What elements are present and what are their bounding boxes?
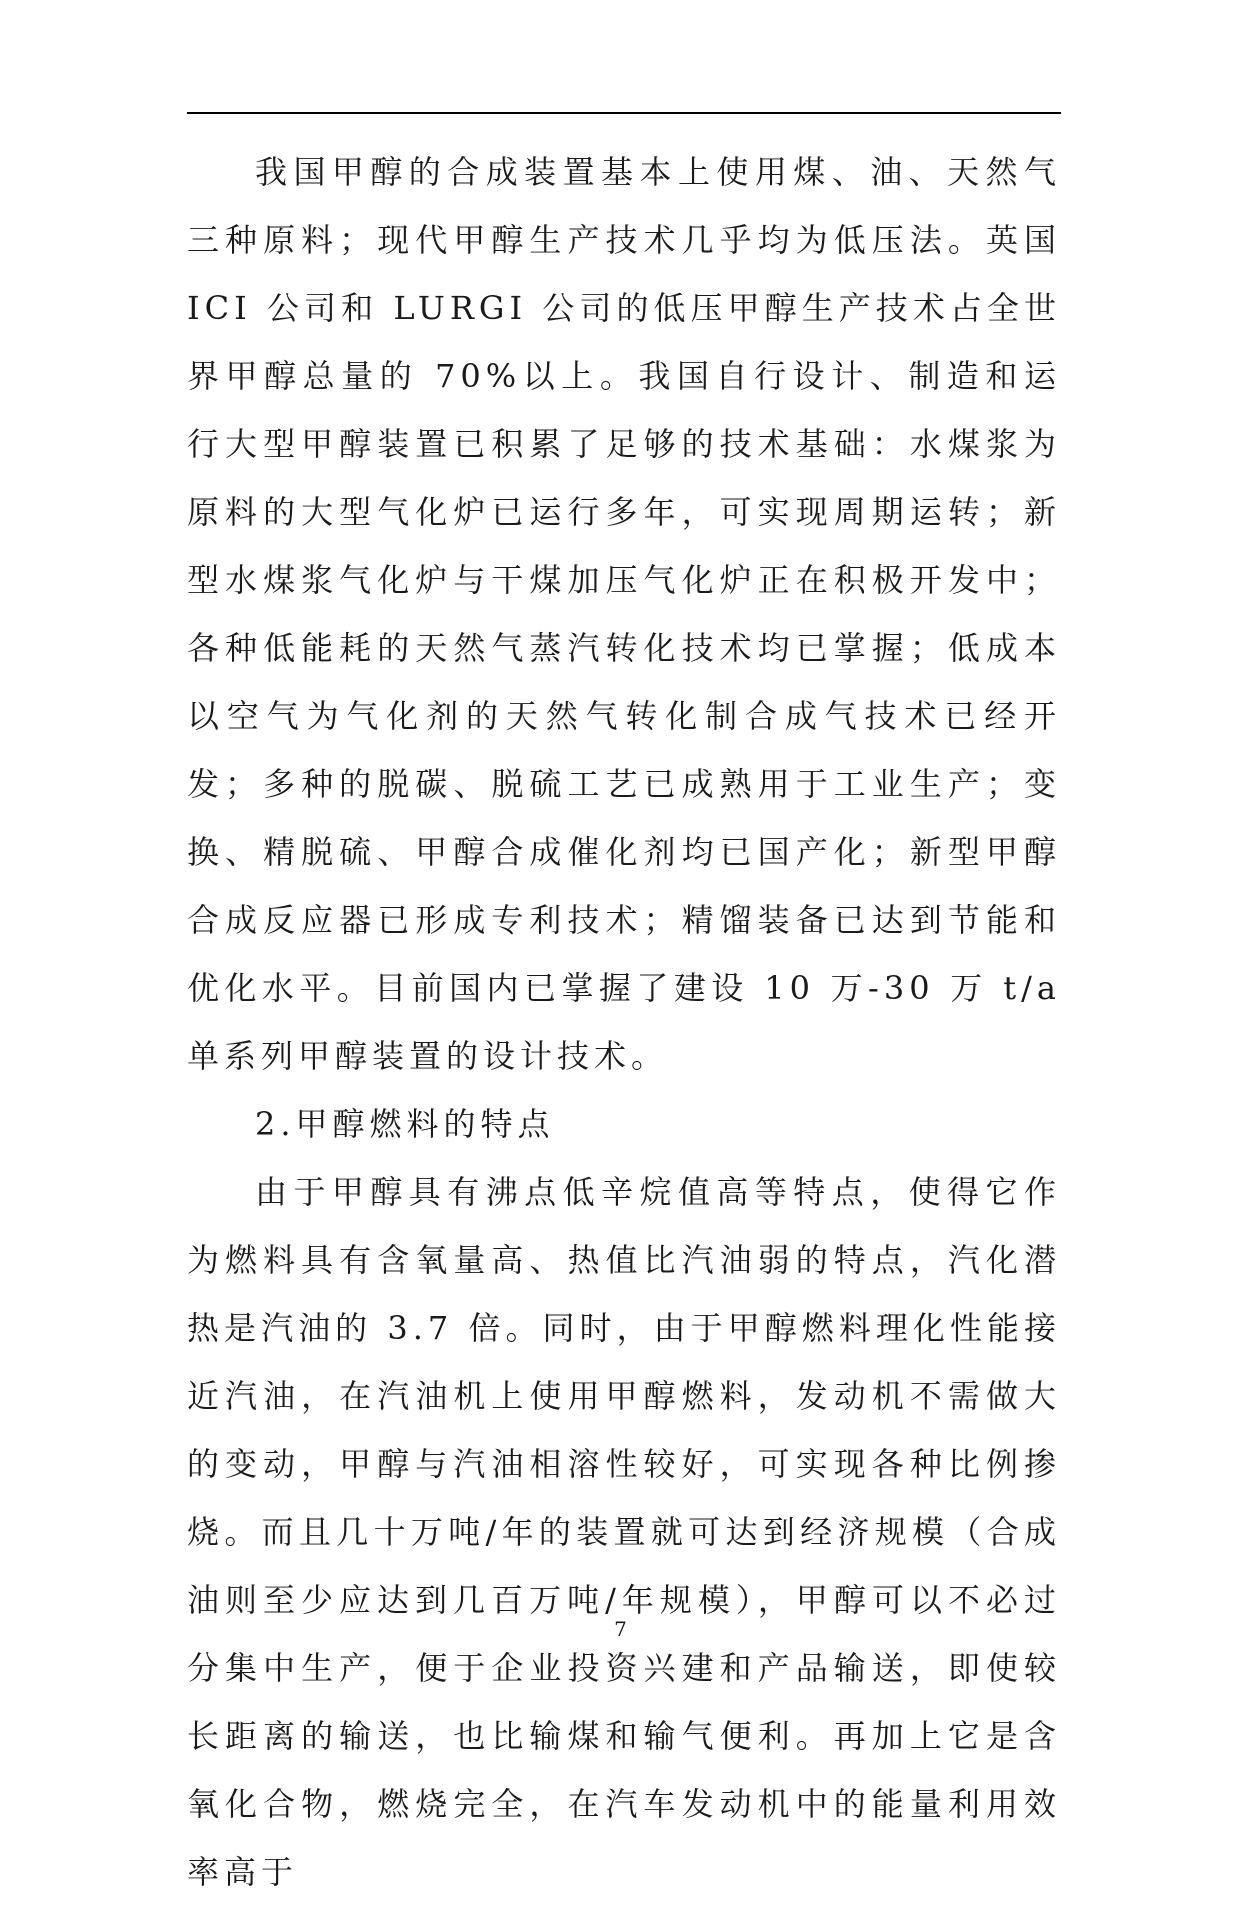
- header-rule: [187, 112, 1061, 114]
- section-heading: 2.甲醇燃料的特点: [255, 1105, 555, 1143]
- paragraph-methanol-synthesis: 我国甲醇的合成装置基本上使用煤、油、天然气三种原料；现代甲醇生产技术几乎均为低压法。英国 ICI 公司和 LURGI 公司的低压甲醇生产技术占全世界甲醇总量的 70%以上。我国自行设计、制造和运行大型甲醇装置已积累了足够的技术基础：水煤浆为原料的大型气化炉已运行多年，可实现周期运转；新型水煤浆气化炉与干煤加压气化炉正在积极开发中；各种低能耗的天然气蒸汽转化技术均已掌握；低成本以空气为气化剂的天然气转化制合成气技术已经开发；多种的脱碳、脱硫工艺已成熟用于工业生产；变换、精脱硫、甲醇合成催化剂均已国产化；新型甲醇合成反应器已形成专利技术；精馏装备已达到节能和优化水平。目前国内已掌握了建设 10 万-30 万 t/a 单系列甲醇装置的设计技术。: [187, 153, 1061, 1075]
- page-number: 7: [614, 1617, 627, 1641]
- paragraph-methanol-fuel: 由于甲醇具有沸点低辛烷值高等特点，使得它作为燃料具有含氧量高、热值比汽油弱的特点，汽化潜热是汽油的 3.7 倍。同时，由于甲醇燃料理化性能接近汽油，在汽油机上使用甲醇燃料，发动机不需做大的变动，甲醇与汽油相溶性较好，可实现各种比例掺烧。而且几十万吨/年的装置就可达到经济规模（合成油则至少应达到几百万吨/年规模），甲醇可以不必过分集中生产，便于企业投资兴建和产品输送，即使较长距离的输送，也比输煤和输气便利。再加上它是含氧化合物，燃烧完全，在汽车发动机中的能量利用效率高于: [187, 1173, 1061, 1891]
